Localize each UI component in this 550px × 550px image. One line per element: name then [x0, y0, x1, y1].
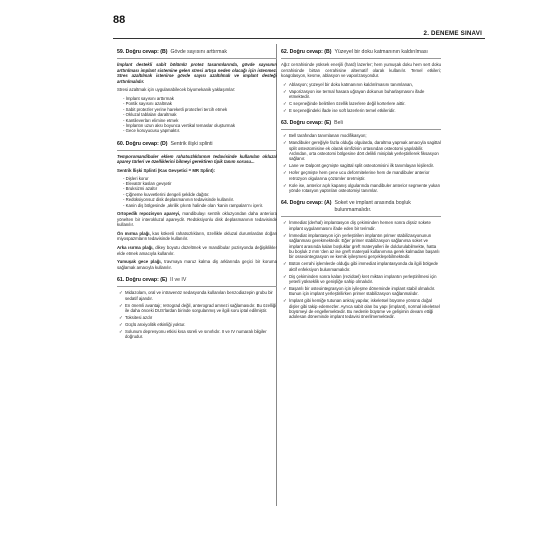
list-item: - Okluzal tablaları daraltmak [123, 112, 277, 117]
list-item: - Sabit protezler yerine hareketli protezleri tercih etmek [123, 107, 277, 112]
list-item: ✓ Vaporizasyon ise termal hasara uğrayan dokunun buharlaşmasını ifade etmektedir. [283, 89, 441, 100]
question-59-list [123, 96, 277, 134]
question-59-answer: 59. Doğru cevap: (B) [117, 49, 168, 55]
question-60-intro: Temporomandibuler eklem rahatsızlıklarının tedavisinde kullanılan okluzal aparey türleri ve özelliklerini bilmeyi gerektiren tipik tanım sorusu... [117, 153, 277, 165]
list-item: ✓ Lane ve Dalpont geçmişte sagittal split osteotomisini ilk tanımlayan kişilerdir. [283, 163, 441, 168]
question-64-title: Soket ve implant arasında boşluk bulunmamalıdır. [334, 200, 411, 214]
question-59-title: Gövde sayısını arttırmak [170, 49, 227, 55]
question-60-paragraph-3 [117, 245, 277, 256]
question-62-title: Yüzeyel bir doku katmanının kaldırılması [334, 49, 428, 55]
term-text: travmaya maruz kalma diş arklarında geçici bir koruma sağlamak amacıyla kullanılır. [117, 259, 277, 270]
term-text: kas kökenli rahatsızlıkların, özellikle okluzal durumlardan doğan miyospazmların tedavisinde kullanılır. [117, 230, 277, 242]
question-59-lead: Stresi azaltmak için uygulanabilecek biyomekanik yaklaşımlar: [117, 87, 236, 93]
term-text: mandibulayı sentrik okluzyondan daha anteriora yönelten bir interokluzal apareydir. Redüksiyonlu disk deplasmanının tedavisinde kullanılır. [117, 211, 277, 228]
term-text: dikey boyutu düzeltmek ve mandibular pozisyonda değişiklikler elde etmek amacıyla kullanılır. [117, 245, 277, 256]
question-63-header [281, 120, 441, 127]
question-64-header [281, 200, 441, 214]
question-62-answer: 62. Doğru cevap: (B) [281, 49, 332, 55]
question-60-answer: 60. Doğru cevap: (D) [117, 140, 168, 147]
list-item: ✓ Başarılı bir osteointegrasyon için iyileşme döneminde implant stabil olmalıdır. Bunun için implant yerleştirilirken primer stabilizasyon sağlanmalıdır. [283, 286, 441, 297]
question-63-list [283, 133, 441, 193]
exam-header-title: 2. DENEME SINAVI [423, 30, 482, 37]
list-item: ✓ Solunum depresyonu etkisi kısa süreli ve sınırlıdır. II ve IV numaralı bilgiler doğrudur. [119, 329, 277, 340]
list-item: - Kanin diş bölgesinde ,akrilik çıkıntı halinde olan 'kanin rampaları'nı içerir. [123, 203, 277, 208]
question-62-rule [281, 58, 441, 59]
term-label: Ortopedik repozisyon apareyi, [117, 211, 181, 217]
list-item: - Elevatör kasları gevşetir [123, 181, 277, 186]
list-item: ✓ Kole ise, anterior açık kapanış olgularında mandibuler anterior segmente yukarı yönde rotasyon yaptırılan osteotomiyi tanımlar. [283, 183, 441, 194]
question-60-rule [117, 150, 277, 151]
question-64-list [283, 220, 441, 319]
list-item: - Bruksizmi azaltır [123, 186, 277, 191]
list-item: ✓ E seçeneğindeki ifade ise soft lazerlerin temel etkileridir. [283, 108, 441, 113]
list-item: - Kantileverları elimine etmek [123, 118, 277, 123]
list-item: ✓ C seçeneğinde belirtilen özellik lazerlere değil korterlere aittir. [283, 101, 441, 106]
list-item: - İmplantın uzun aksı boyunca vertikal temaslar oluşturmak [123, 123, 277, 128]
page-number: 88 [113, 14, 126, 26]
question-60-title: Sentrik ilişki splinti [170, 140, 213, 147]
question-60-list [123, 176, 277, 208]
question-63-title: Beli [334, 120, 343, 127]
question-59-intro: İmplant destekli sabit bölümlü protez tasarımlarında, gövde sayısının arttırılması implant sistemine gelen stresi artışa neden olacağı için istenmez. Stres azaltılmak istenirse gövde sayısı azaltılmalı ve implant desteği arttırılmalıdır. [117, 62, 277, 84]
list-item: - Redüksiyonsuz disk deplasmanının tedavisinde kullanılır. [123, 197, 277, 202]
list-item: ✓ İmmediat implantasyon için yerleştirilen implantın primer stabilizasyonunun sağlanması gerekmektedir. Eğer primer stabilizasyon sağlanırsa soket ve implant arasında kalan boşluklar greft materyalleri ile doldurulabilmekte, hatta bu boşluk 2 mm 'den az ise greft materyali kullanımına gerek kalmadan başarılı bir osseointegrasyon ve kemik iyileşmesi gerçekleşebilmektedir. [283, 233, 441, 260]
question-61-header [117, 277, 277, 284]
list-item: ✓ Mandibuler gereğiyle fazla olduğu olgularda, daraltma yapmak amacıyla sagittal split osteotomisine ek olarak simfizisin ortasından osteotomi yapılabilir. Ardından, orta osteotomi bölgesine dört delikli miniplak yerleştirilerek fiksasyon sağlanır. [283, 140, 441, 162]
list-item: ✓ Bütün cerrahi işlemlerde olduğu gibi immediat implantasyonda da ilgili bölgede aktif enfeksiyon bulunmamalıdır. [283, 261, 441, 272]
list-item: ✓ Ablasyon; yüzeyel bir doku katmanının kaldırılmasını tanımlanan, [283, 82, 441, 87]
list-item: ✓ Toksitesi azdır [119, 315, 277, 320]
question-64-rule [281, 216, 441, 217]
question-63-rule [281, 129, 441, 130]
term-label: Yumuşak gece plağı, [117, 259, 162, 265]
list-item: - Gece koruyucusu yapmaktır. [123, 128, 277, 133]
question-63-answer: 63. Doğru cevap: (E) [281, 120, 332, 127]
left-column [117, 42, 277, 510]
term-label: Ön mırma plağı, [117, 230, 151, 236]
question-60-header [117, 141, 277, 148]
question-60-paragraph-1 [117, 211, 277, 228]
list-item: ✓ İmplant gibi kemiğe tutunan ankraj yapılar, iskeletsel büyüme yönünü doğal dişler gibi takip edemezler. Ayrıca sabit olan bu yapı (implant), normal iskeletsel büyümeyi de engellemektedir. Bu nedenle büyüme ve gelişimin devam ettiği adolesan döneminde implant tedavisi önerilmemektedir. [283, 298, 441, 320]
question-60-paragraph-2 [117, 231, 277, 242]
question-61-title: II ve IV [170, 277, 187, 284]
question-60-paragraph-4 [117, 259, 277, 270]
list-item: ✓ Hofer geçmişte hem çene ucu deformitelerine hem de mandibuler anterior retrüzyon olgularına çözümler üretmiştir. [283, 170, 441, 181]
list-item: ✓ En önemli avantajı; retrograd değil, anterograd amnezi sağlamasıdır. Bu özelliği ile daha önceki DUS'lardan birinde sorgulanmış ve ilgili soru iptal edilmiştir. [119, 303, 277, 314]
question-61-rule [117, 286, 277, 287]
list-item: ✓ Bell tarafından tanımlanan modifikasyon; [283, 133, 441, 138]
question-61-list [119, 290, 277, 339]
list-item: ✓ Diş çekiminden sonra kalan (rezidüel) kret miktarı implantın yerleştirilmesi için yeterli yükseklik ve genişliğe sahip olmalıdır. [283, 274, 441, 285]
question-62-header [281, 49, 441, 56]
list-item: ✓ İmmediat (derhal) implantasyon diş çekiminden hemen sonra dişsiz sokete implant uygulanmasını ifade eden bir terimdir. [283, 220, 441, 231]
question-59-rule [117, 58, 277, 59]
list-item: - İmplant sayısını arttırmak [123, 96, 277, 101]
question-62-intro: Ağız cerrahisinde yüksek enerjili (hard) lazerler; hem yumuşak doku hem sert doku cerrahisinde birtarı cerrahisine alternatif olarak kullanılır. Temel etkileri; koagülasyon, kesme, ablasyon ve vaporizasyondur. [281, 62, 441, 79]
list-item: - Dişleri korur [123, 176, 277, 181]
term-label: Arka ısırma plağı, [117, 245, 154, 250]
list-item: ✓ Güçlü anxiyolitik etkinliği yoktur. [119, 322, 277, 327]
question-61-answer: 61. Doğru cevap: (E) [117, 277, 168, 284]
list-item: - Pontik sayısını azaltmak [123, 101, 277, 106]
question-59-header [117, 49, 277, 56]
question-64-answer: 64. Doğru cevap: (A) [281, 200, 332, 207]
header-rule [113, 38, 485, 39]
question-62-list [283, 82, 441, 114]
question-60-subhead: Sentrik İlişki Splinti (Kas Gevşetici = MR Splint): [117, 168, 216, 173]
right-column [281, 42, 441, 510]
list-item: ✓ Midazolam, oral ve intravenöz sedasyonda kullanılan benzodiazepin grubu bir sedatif ajandır. [119, 290, 277, 301]
list-item: - Çiğneme kuvvetlerini dengeli şekilde dağıtır. [123, 192, 277, 197]
